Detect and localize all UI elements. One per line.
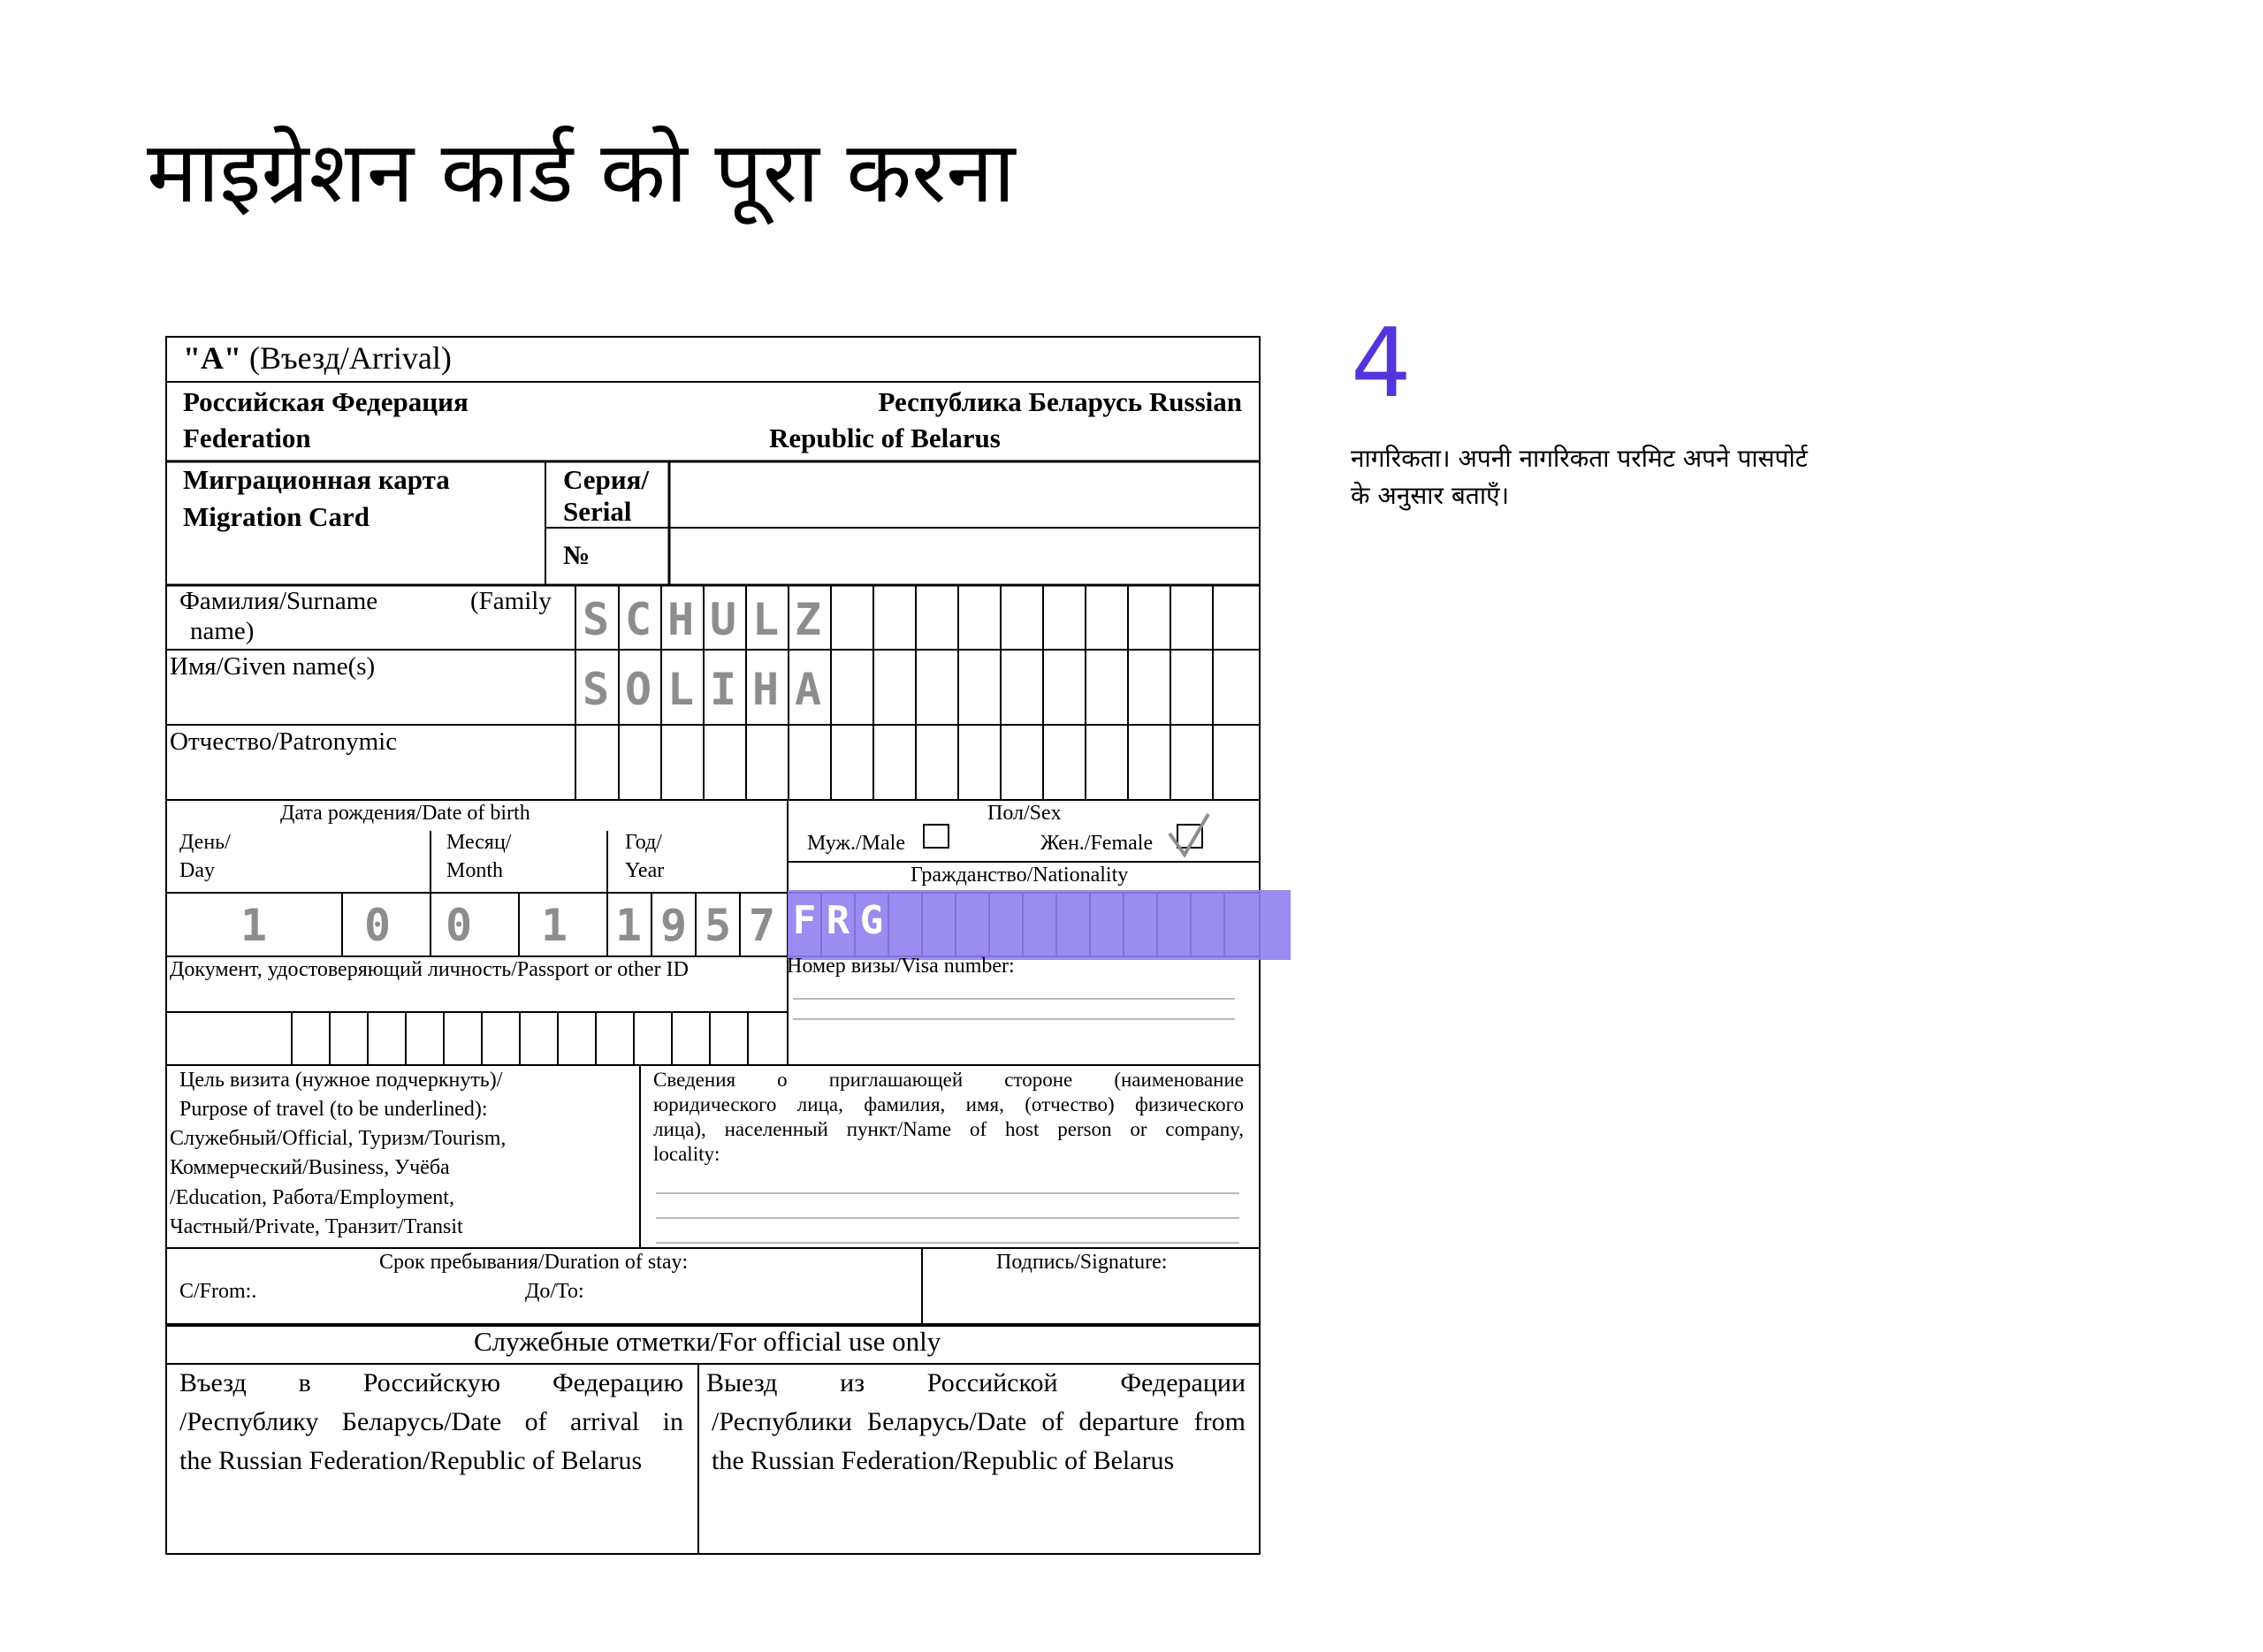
nationality-letter: R <box>826 898 850 943</box>
serial-ru: Серия/ <box>563 464 650 495</box>
year-digit: 7 <box>748 900 776 951</box>
day-label: День/ <box>179 831 231 854</box>
surname-label-2: (Family <box>470 587 552 615</box>
purpose-line: Purpose of travel (to be underlined): <box>179 1098 488 1121</box>
visa-label: Номер визы/Visa number: <box>787 955 1015 978</box>
departure-date-line: Выезд из Российской Федерации <box>706 1368 1246 1397</box>
year-digit: 1 <box>614 900 643 951</box>
year-digit: 5 <box>704 900 732 951</box>
country-right: Республика Беларусь Russian <box>878 386 1242 417</box>
sex-label: Пол/Sex <box>987 802 1062 825</box>
year-label-2: Year <box>625 859 665 882</box>
migration-card-form <box>165 336 1261 1556</box>
from-label: С/From:. <box>179 1280 257 1303</box>
country-ru-left: Российская Федерация <box>183 386 469 417</box>
month-label-2: Month <box>446 859 504 882</box>
serial-en: Serial <box>563 496 632 527</box>
nationality-letter: F <box>792 898 817 943</box>
male-label: Муж./Male <box>807 832 905 855</box>
step-number: 4 <box>1351 308 1412 419</box>
month-label: Месяц/ <box>446 831 512 854</box>
surname-letter: H <box>667 594 695 645</box>
dob-label: Дата рождения/Date of birth <box>280 802 530 825</box>
purpose-line: Коммерческий/Business, Учёба <box>170 1156 450 1179</box>
given-name-letter: A <box>794 664 822 715</box>
month-digit: 1 <box>540 900 568 951</box>
departure-date-line: /Республики Беларусь/Date of departure from <box>712 1407 1246 1436</box>
surname-letter: U <box>709 594 737 645</box>
nationality-letter: G <box>859 898 884 943</box>
step-description: नागरिकता। अपनी नागरिकता परमिट अपने पासपोर्ट के अनुसार बताएँ। <box>1351 444 1808 510</box>
patronymic-label: Отчество/Patronymic <box>170 727 398 756</box>
given-name-letter: I <box>709 664 737 715</box>
signature-label: Подпись/Signature: <box>996 1251 1168 1274</box>
purpose-line: /Education, Работа/Employment, <box>170 1186 454 1209</box>
arrival-mark: "A" (Въезд/Arrival) <box>183 340 452 376</box>
month-digit: 0 <box>445 900 473 951</box>
surname-label: Фамилия/Surname <box>179 587 378 615</box>
page-title: माइग्रेशन कार्ड को पूरा करना <box>147 123 1016 222</box>
purpose-line: Цель визита (нужное подчеркнуть)/ <box>179 1069 503 1092</box>
arrival-date-line: /Республику Беларусь/Date of arrival in <box>179 1407 683 1436</box>
number-sign: № <box>563 541 591 570</box>
surname-letter: Z <box>794 594 822 645</box>
country-right-2: Republic of Belarus <box>769 423 1001 453</box>
surname-letter: L <box>751 594 780 645</box>
nationality-label: Гражданство/Nationality <box>911 864 1129 887</box>
surname-label-3: name) <box>190 617 255 645</box>
country-federation: Federation <box>183 423 311 453</box>
year-digit: 9 <box>659 900 688 951</box>
host-line: locality: <box>653 1143 720 1165</box>
document-label: Документ, удостоверяющий личность/Passport or other ID <box>170 958 689 981</box>
day-digit: 0 <box>363 900 392 951</box>
given-name-letter: H <box>751 664 780 715</box>
host-line: лица), населенный пункт/Name of host person or company, <box>653 1118 1244 1140</box>
surname-letter: S <box>582 594 610 645</box>
female-label: Жен./Female <box>1040 832 1154 855</box>
arrival-date-line: the Russian Federation/Republic of Belarus <box>179 1446 643 1475</box>
duration-label: Срок пребывания/Duration of stay: <box>379 1251 689 1274</box>
migration-card-en: Migration Card <box>183 501 370 532</box>
purpose-line: Частный/Private, Транзит/Transit <box>170 1215 463 1238</box>
day-label-2: Day <box>179 859 215 882</box>
to-label: До/To: <box>525 1280 584 1303</box>
given-name-label: Имя/Given name(s) <box>170 652 376 681</box>
official-use-label: Служебные отметки/For official use only <box>474 1326 941 1357</box>
given-name-letter: S <box>582 664 610 715</box>
arrival-date-line: Въезд в Российскую Федерацию <box>179 1368 683 1397</box>
host-line: Сведения о приглашающей стороне (наименование <box>653 1069 1244 1091</box>
migration-card-ru: Миграционная карта <box>183 464 450 495</box>
given-name-letter: L <box>667 664 695 715</box>
surname-letter: C <box>624 594 652 645</box>
given-name-letter: O <box>624 664 652 715</box>
departure-date-line: the Russian Federation/Republic of Belarus <box>712 1446 1175 1475</box>
purpose-line: Служебный/Official, Туризм/Tourism, <box>170 1127 507 1150</box>
year-label: Год/ <box>625 831 662 854</box>
host-line: юридического лица, фамилия, имя, (отчество) физического <box>653 1093 1244 1115</box>
day-digit: 1 <box>240 900 268 951</box>
